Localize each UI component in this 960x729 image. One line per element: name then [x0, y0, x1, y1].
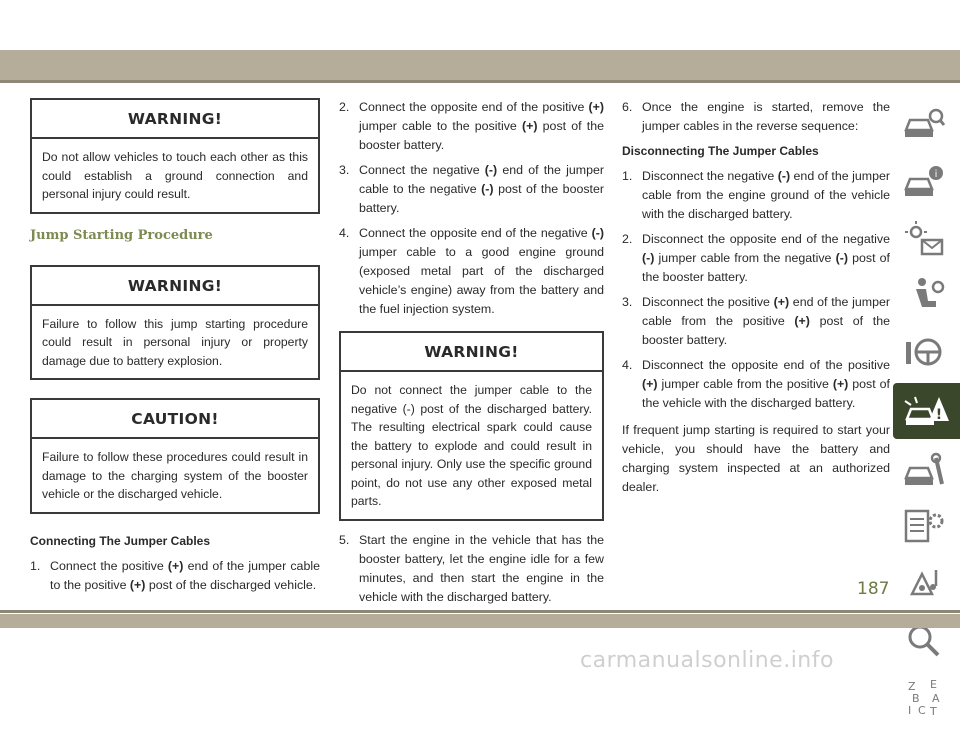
tab-index[interactable]: [893, 672, 955, 724]
subheading-disconnecting: Disconnecting The Jumper Cables: [622, 144, 819, 158]
text-run: end of the jumper cable to the negative: [359, 163, 604, 196]
step-number: 6.: [622, 100, 633, 114]
polarity-symbol: (-): [484, 163, 498, 177]
bottom-banner-line: [0, 610, 960, 613]
column-2: [339, 98, 604, 613]
index-letter: E: [930, 678, 937, 691]
caution-box: [30, 398, 320, 514]
tab-car-wrench[interactable]: [893, 444, 955, 496]
step-item: [622, 293, 890, 350]
text-run: Connect the negative: [359, 163, 485, 177]
text-run: post of the booster battery.: [359, 182, 605, 215]
step-number: 3.: [622, 295, 633, 309]
step-item: [622, 230, 890, 287]
section-heading: Jump Starting Procedure: [30, 227, 213, 243]
step-item: [339, 98, 604, 155]
step-number: 2.: [339, 100, 350, 114]
steering-icon: [902, 332, 946, 372]
polarity-symbol: (-): [481, 182, 494, 196]
step-text: Once the engine is started, remove the jumper cables in the reverse sequence:: [642, 100, 890, 133]
warning-title: WARNING!: [32, 100, 318, 139]
text-run: post of the booster battery.: [642, 251, 890, 284]
polarity-symbol: (-): [642, 251, 655, 265]
tab-car-info[interactable]: [893, 155, 955, 207]
tab-seat-airbag[interactable]: [893, 269, 955, 321]
top-banner-line: [0, 80, 960, 83]
step-text: [359, 98, 604, 155]
warning-text: Do not allow vehicles to touch each other as this could establish a ground connection and personal injury could result.: [42, 150, 308, 201]
watermark: carmanualsonline.info: [580, 648, 834, 673]
car-search-icon: [902, 104, 946, 144]
step-text: [359, 224, 604, 319]
svg-text:!: !: [935, 407, 942, 423]
subheading-connecting: Connecting The Jumper Cables: [30, 533, 211, 548]
polarity-symbol: (+): [832, 377, 849, 391]
text-run: Disconnect the opposite end of the positive: [642, 358, 890, 372]
step-text: [359, 161, 604, 218]
warning-text: Failure to follow this jump starting procedure could result in personal injury or property damage due to battery explosion.: [42, 316, 308, 368]
text-run: jumper cable from the positive: [657, 377, 833, 391]
step-text: [642, 167, 890, 224]
text-run: jumper cable to the positive: [359, 119, 522, 133]
polarity-symbol: (+): [167, 558, 184, 573]
step-item: [622, 98, 890, 136]
index-letter: A: [932, 692, 940, 705]
tab-warning-lights[interactable]: [893, 212, 955, 264]
index-letter: T: [930, 705, 937, 718]
warning-lights-icon: [902, 218, 946, 258]
step-number: 4.: [622, 358, 633, 372]
car-info-icon: [902, 161, 946, 201]
step-number: 1.: [622, 169, 633, 183]
car-wrench-icon: [902, 450, 946, 490]
index-letters-icon: [902, 678, 946, 718]
polarity-symbol: (+): [521, 119, 538, 133]
step-text: [642, 356, 890, 413]
polarity-symbol: (+): [773, 295, 790, 309]
tab-checklist-gear[interactable]: [893, 501, 955, 553]
text-run: end of the jumper cable to the positive: [50, 558, 320, 592]
bottom-banner: [0, 614, 960, 628]
tab-emergency-active[interactable]: [893, 383, 960, 439]
step-item: [339, 161, 604, 218]
text-run: Connect the opposite end of the negative: [359, 226, 592, 240]
column-3: [622, 98, 890, 497]
polarity-symbol: (+): [588, 100, 604, 114]
chapter-sidebar: [893, 98, 960, 729]
warning-box-3: [339, 331, 604, 521]
polarity-symbol: (-): [835, 251, 848, 265]
text-run: Disconnect the negative: [642, 169, 778, 183]
text-run: jumper cable from the negative: [654, 251, 836, 265]
warning-title: WARNING!: [341, 333, 602, 372]
step-item: [622, 356, 890, 413]
warning-box-2: [30, 265, 320, 381]
text-run: jumper cable to a good engine ground (exposed metal part of the discharged vehicle’s engine) away from the battery and the fuel injection system.: [359, 245, 604, 316]
step-number: 5.: [339, 532, 350, 547]
emergency-car-icon: [903, 391, 951, 431]
text-run: end of the jumper cable from the engine ground of the vehicle with the discharged battery.: [642, 169, 890, 221]
polarity-symbol: (+): [129, 577, 146, 592]
warning-title: WARNING!: [32, 267, 318, 306]
text-run: post of the discharged vehicle.: [145, 577, 317, 592]
tab-steering[interactable]: [893, 326, 955, 378]
polarity-symbol: (-): [591, 226, 604, 240]
text-run: Disconnect the opposite end of the negative: [642, 232, 890, 246]
text-run: post of the booster battery.: [642, 314, 890, 347]
caution-title: CAUTION!: [32, 400, 318, 439]
step-number: 2.: [622, 232, 633, 246]
index-letter: Z: [908, 680, 916, 693]
step-text: [642, 293, 890, 350]
step-text: [50, 557, 320, 595]
step-number: 3.: [339, 163, 350, 177]
text-run: Connect the opposite end of the positive: [359, 100, 589, 114]
step-text: Start the engine in the vehicle that has the booster battery, let the engine idle for a few minutes, and then start the engine in the vehicle with the discharged battery.: [359, 532, 604, 604]
warning-box-1: [30, 98, 320, 214]
polarity-symbol: (+): [642, 377, 658, 391]
step-number: 4.: [339, 226, 350, 240]
index-letter: C: [918, 704, 926, 717]
polarity-symbol: (-): [777, 169, 791, 183]
step-item: [622, 167, 890, 224]
step-number: 1.: [30, 558, 41, 573]
tab-car-search[interactable]: [893, 98, 955, 150]
top-banner: [0, 50, 960, 80]
step-text: [642, 230, 890, 287]
seat-airbag-icon: [902, 275, 946, 315]
text-run: end of the jumper cable from the positive: [642, 295, 890, 328]
column-1: [30, 98, 320, 601]
step-item: [30, 557, 320, 595]
index-letter: I: [908, 704, 912, 717]
step-item: [339, 531, 604, 607]
tab-multimedia[interactable]: [893, 558, 955, 610]
text-run: post of the vehicle with the discharged battery.: [642, 377, 890, 410]
text-run: Connect the positive: [50, 558, 168, 573]
closing-paragraph: If frequent jump starting is required to start your vehicle, you should have the battery and charging system inspected at an authorized dealer.: [622, 423, 890, 494]
caution-text: Failure to follow these procedures could result in damage to the charging system of the booster vehicle or the discharged vehicle.: [42, 450, 308, 501]
multimedia-icon: [902, 564, 946, 604]
svg-text:i: i: [934, 169, 938, 180]
step-item: [339, 224, 604, 319]
checklist-gear-icon: [902, 507, 946, 547]
text-run: post of the booster battery.: [359, 119, 605, 152]
text-run: Disconnect the positive: [642, 295, 774, 309]
index-letter: B: [912, 692, 920, 705]
warning-text: Do not connect the jumper cable to the negative (-) post of the discharged battery. The resulting electrical spark could cause the battery to explode and could result in personal injury. Only use the specific ground point, do not use any other exposed metal parts.: [351, 383, 592, 508]
page-number: 187: [857, 579, 890, 599]
polarity-symbol: (+): [794, 314, 810, 328]
